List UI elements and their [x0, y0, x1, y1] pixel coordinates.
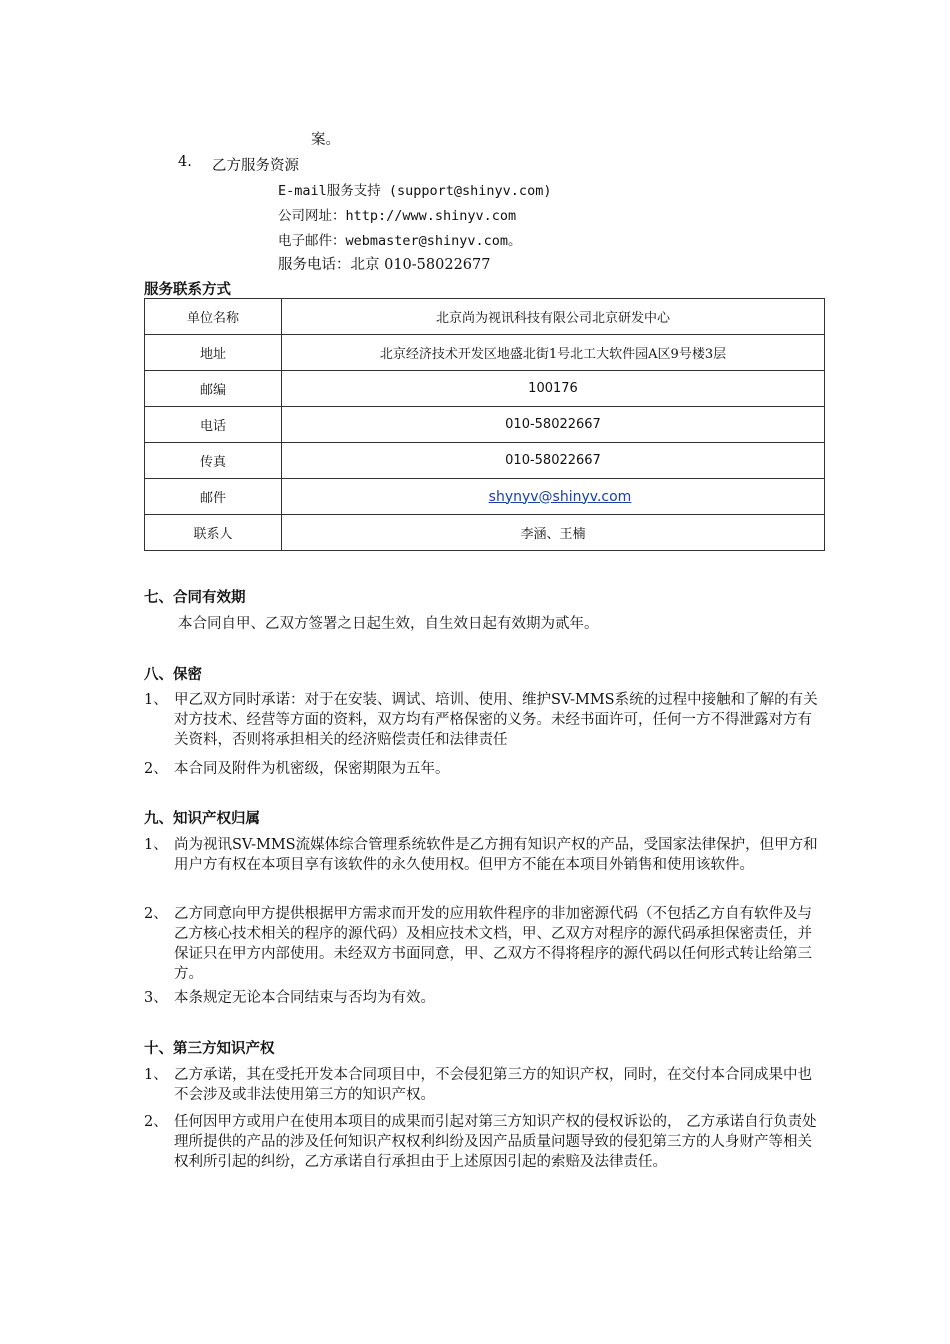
website-line: 公司网址：http://www.shinyv.com	[278, 208, 517, 224]
table-row	[145, 479, 825, 515]
row-label: 邮编	[145, 371, 282, 407]
section-7-title: 七、合同有效期	[144, 590, 246, 606]
phone-line: 服务电话：北京 010-58022677	[278, 257, 491, 273]
row-value: 010-58022667	[282, 443, 825, 479]
item-number: 1、	[144, 692, 168, 708]
email-support-line: E-mail服务支持 (support@shinyv.com)	[278, 183, 552, 199]
section-7-text: 本合同自甲、乙双方签署之日起生效，自生效日起有效期为贰年。	[178, 616, 599, 632]
webmaster-line: 电子邮件：webmaster@shinyv.com。	[278, 233, 522, 249]
table-row	[145, 515, 825, 551]
list-item	[144, 690, 824, 750]
item-number: 1、	[144, 1067, 168, 1083]
table-row	[145, 443, 825, 479]
row-label: 邮件	[145, 479, 282, 515]
item-text: 甲乙双方同时承诺：对于在安装、调试、培训、使用、维护SV-MMS系统的过程中接触和了解的有关对方技术、经营等方面的资料，双方均有严格保密的义务。未经书面许可，任何一方不得泄露对方有关资料，否则将承担相关的经济赔偿责任和法律责任	[174, 692, 818, 748]
row-label: 电话	[145, 407, 282, 443]
item-number: 1、	[144, 837, 168, 853]
table-row	[145, 335, 825, 371]
item-text: 乙方承诺，其在受托开发本合同项目中，不会侵犯第三方的知识产权，同时，在交付本合同成果中也不会涉及或非法使用第三方的知识产权。	[174, 1067, 812, 1103]
table-row	[145, 299, 825, 335]
item-number: 2、	[144, 1114, 168, 1130]
table-row	[145, 371, 825, 407]
row-value: 李涵、王楠	[282, 515, 825, 551]
list-item	[144, 988, 824, 1008]
item-number: 2、	[144, 761, 168, 777]
item-text: 本条规定无论本合同结束与否均为有效。	[174, 990, 435, 1006]
section-4-number: 4.	[178, 154, 192, 170]
email-link[interactable]: shynyv@shinyv.com	[488, 488, 632, 505]
row-value	[282, 479, 825, 515]
list-item	[144, 904, 824, 984]
contact-table	[144, 298, 825, 551]
row-value: 北京尚为视讯科技有限公司北京研发中心	[282, 299, 825, 335]
item-number: 3、	[144, 990, 168, 1006]
list-item	[144, 1065, 824, 1105]
row-label: 地址	[145, 335, 282, 371]
list-item	[144, 1112, 824, 1172]
row-label: 单位名称	[145, 299, 282, 335]
row-value: 北京经济技术开发区地盛北街1号北工大软件园A区9号楼3层	[282, 335, 825, 371]
section-4-title: 乙方服务资源	[212, 158, 299, 174]
item-number: 2、	[144, 906, 168, 922]
item-text: 乙方同意向甲方提供根据甲方需求而开发的应用软件程序的非加密源代码（不包括乙方自有软件及与乙方核心技术相关的程序的源代码）及相应技术文档，甲、乙双方对程序的源代码承担保密责任，并保证只在甲方内部使用。未经双方书面同意，甲、乙双方不得将程序的源代码以任何形式转让给第三方。	[174, 906, 812, 982]
contact-title: 服务联系方式	[144, 282, 231, 298]
row-label: 传真	[145, 443, 282, 479]
fragment-text: 案。	[311, 132, 340, 148]
row-value: 010-58022667	[282, 407, 825, 443]
row-label: 联系人	[145, 515, 282, 551]
item-text: 任何因甲方或用户在使用本项目的成果而引起对第三方知识产权的侵权诉讼的， 乙方承诺自行负责处理所提供的产品的涉及任何知识产权权利纠纷及因产品质量问题导致的侵犯第三方的人身财产等相关权利所引起的纠纷，乙方承诺自行承担由于上述原因引起的索赔及法律责任。	[174, 1114, 817, 1170]
section-9-title: 九、知识产权归属	[144, 811, 260, 827]
list-item	[144, 759, 824, 779]
item-text: 尚为视讯SV-MMS流媒体综合管理系统软件是乙方拥有知识产权的产品，受国家法律保护，但甲方和用户方有权在本项目享有该软件的永久使用权。但甲方不能在本项目外销售和使用该软件。	[174, 837, 818, 873]
section-10-title: 十、第三方知识产权	[144, 1041, 275, 1057]
section-8-title: 八、保密	[144, 667, 202, 683]
list-item	[144, 835, 824, 875]
row-value: 100176	[282, 371, 825, 407]
item-text: 本合同及附件为机密级，保密期限为五年。	[174, 761, 450, 777]
table-row	[145, 407, 825, 443]
